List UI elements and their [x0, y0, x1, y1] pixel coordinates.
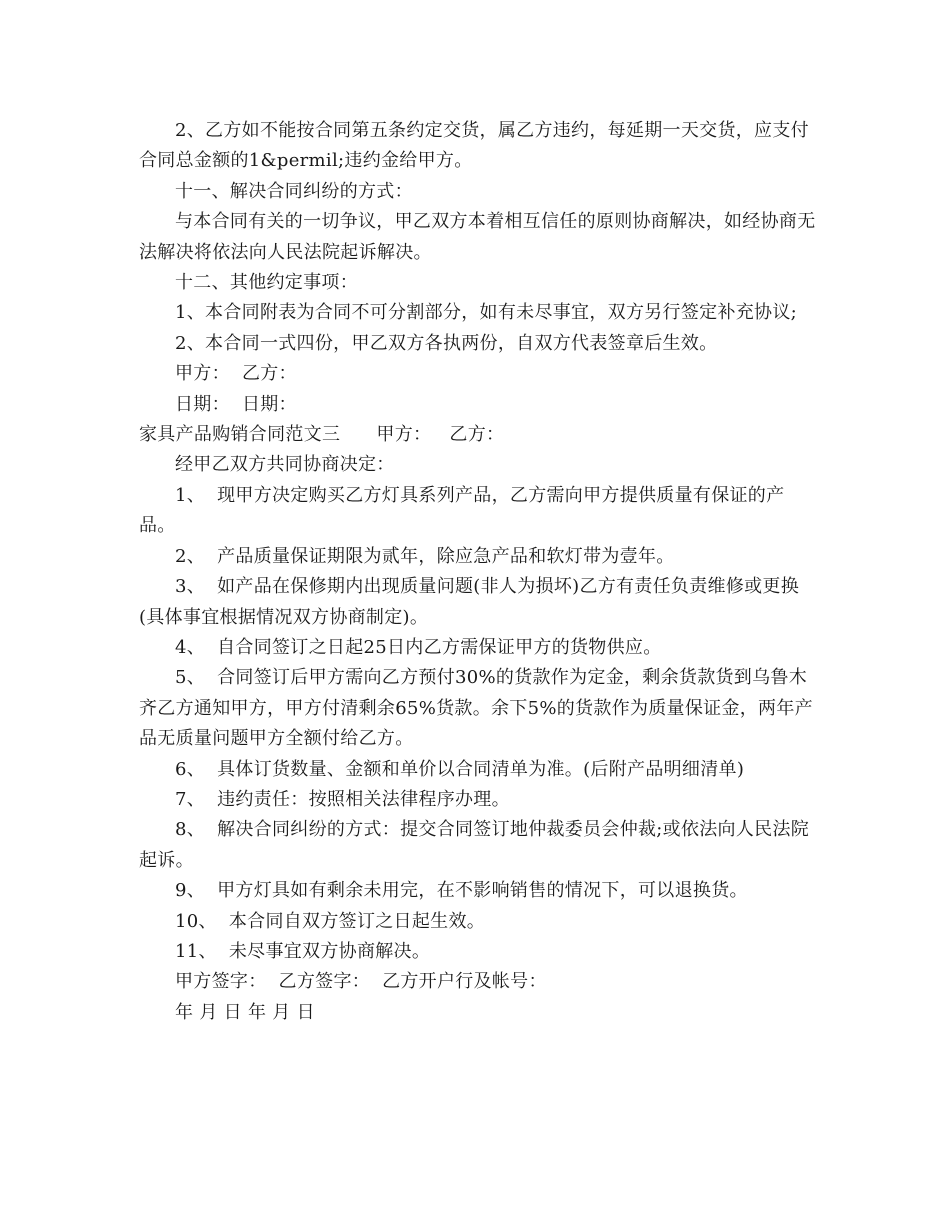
paragraph-copies: 2、本合同一式四份，甲乙双方各执两份，自双方代表签章后生效。 — [175, 332, 718, 354]
clause-1: 1、 现甲方决定购买乙方灯具系列产品，乙方需向甲方提供质量有保证的产品。 — [139, 484, 785, 537]
clause-7: 7、 违约责任：按照相关法律程序办理。 — [175, 788, 510, 810]
clause-3: 3、 如产品在保修期内出现质量问题(非人为损坏)乙方有责任负责维修或更换(具体事宜根据情况双方协商制定)。 — [139, 576, 800, 628]
date-placeholders: 年 月 日 年 月 日 — [175, 1001, 315, 1023]
clause-8: 8、 解决合同纠纷的方式：提交合同签订地仲裁委员会仲裁;或依法向人民法院起诉。 — [139, 819, 810, 871]
clause-6: 6、 具体订货数量、金额和单价以合同清单为准。(后附产品明细清单) — [175, 758, 745, 780]
document-body — [139, 116, 819, 1028]
signature-block: 甲方签字： 乙方签字： 乙方开户行及帐号： — [175, 971, 547, 993]
signature-dates-line: 日期： 日期： — [175, 393, 297, 415]
clause-2: 2、 产品质量保证期限为贰年，除应急产品和软灯带为壹年。 — [175, 545, 675, 567]
signature-parties-line: 甲方： 乙方： — [175, 363, 297, 385]
clause-11: 11、 未尽事宜双方协商解决。 — [175, 940, 431, 962]
clause-9: 9、 甲方灯具如有剩余未用完，在不影响销售的情况下，可以退换货。 — [175, 880, 748, 902]
paragraph-dispute-resolution: 与本合同有关的一切争议，甲乙双方本着相互信任的原则协商解决，如经协商无法解决将依法向人民法院起诉解决。 — [139, 211, 816, 263]
section-title-contract-three: 家具产品购销合同范文三 甲方： 乙方： — [139, 424, 505, 446]
heading-other-matters: 十二、其他约定事项： — [175, 272, 358, 294]
heading-dispute-resolution: 十一、解决合同纠纷的方式： — [175, 180, 413, 202]
paragraph-agreement-intro: 经甲乙双方共同协商决定： — [175, 454, 395, 476]
paragraph-delivery-breach: 2、乙方如不能按合同第五条约定交货，属乙方违约，每延期一天交货，应支付合同总金额的1&permil;违约金给甲方。 — [139, 120, 809, 172]
clause-4: 4、 自合同签订之日起25日内乙方需保证甲方的货物供应。 — [175, 636, 662, 658]
paragraph-appendix: 1、本合同附表为合同不可分割部分，如有未尽事宜，双方另行签定补充协议; — [175, 302, 798, 324]
clause-10: 10、 本合同自双方签订之日起生效。 — [175, 910, 486, 932]
clause-5: 5、 合同签订后甲方需向乙方预付30%的货款作为定金，剩余货款货到乌鲁木齐乙方通知甲方，甲方付清剩余65%货款。余下5%的货款作为质量保证金，两年产品无质量问题甲方全额付给乙方。 — [139, 667, 813, 750]
